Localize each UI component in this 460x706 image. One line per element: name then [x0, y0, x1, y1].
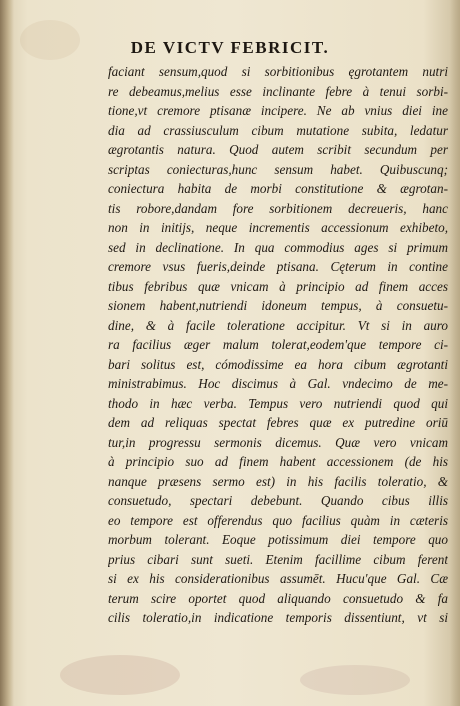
text-line: tis robore,dandam fore sorbitionem decreueris, hanc	[108, 200, 448, 216]
text-line: sed in declinatione. In qua commodius ages si primum	[108, 239, 448, 255]
text-line: cremore vsus fueris,deinde ptisana. Cęterum in contine	[108, 259, 448, 274]
text-line: sionem habent,nutriendi idoneum tempus, à consuetu-	[108, 298, 448, 313]
text-line: dine, & à facile toleratione accipitur. Vt si in auro	[108, 317, 448, 333]
text-line: ministrabimus. Hoc discimus à Gal. vndecimo de me-	[108, 376, 448, 391]
text-line: coniectura habita de morbi constitutione & ægrotan-	[108, 181, 448, 196]
text-line: eo tempore est offerendus quo facilius quàm in cæteris	[108, 512, 448, 528]
text-line: thodo in hæc verba. Tempus vero nutriendi quod qui	[108, 395, 448, 411]
text-line: prius cibari sunt sueti. Etenim facillime cibum ferent	[108, 551, 448, 567]
text-line: faciant sensum,quod si sorbitionibus ęgrotantem nutri	[108, 64, 448, 79]
text-line: consuetudo, spectari debebunt. Quando cibus illis	[108, 493, 448, 508]
paper-stain	[300, 665, 410, 695]
text-line: non in initijs, neque incrementis accessionum exhibeto,	[108, 220, 448, 235]
text-line: terum scire oportet quod aliquando consuetudo & fa	[108, 590, 448, 606]
paper-stain	[60, 655, 180, 695]
page-edge-shadow	[450, 0, 460, 706]
text-line: ra facilius æger malum tolerat,eodem'que tempore ci-	[108, 337, 448, 352]
text-line: ægrotantis natura. Quod autem scribit secundum per	[108, 142, 448, 157]
text-line: morbum tolerant. Eoque potissimum diei tempore quo	[108, 532, 448, 547]
text-line: tibus febribus quæ vnicam à principio ad finem acces	[108, 278, 448, 294]
running-header: DE VICTV FEBRICIT.	[130, 38, 330, 57]
text-line: scriptas coniecturas,hunc sensum habet. Quibuscunq;	[108, 161, 448, 177]
text-line: tur,in progressu sermonis dicemus. Quæ vero vnicam	[108, 434, 448, 450]
text-line: nanque præsens sermo est) in his facilis toleratio, &	[108, 473, 448, 489]
text-line: si ex his considerationibus assumēt. Hucu'que Gal. Cæ	[108, 571, 448, 586]
page-gutter-shadow	[0, 0, 14, 706]
text-line: dem ad reliquas spectat febres quæ ex putredine oriū	[108, 415, 448, 430]
text-line: dia ad crassiusculum cibum mutatione subita, ledatur	[108, 122, 448, 138]
text-line: cilis toleratio,in indicatione temporis dissentiunt, vt si	[108, 610, 448, 625]
text-line: à principio suo ad finem habent accessionem (de his	[108, 454, 448, 469]
text-line: bari solitus est, cómodissime ea hora cibum ægrotanti	[108, 356, 448, 372]
text-line: tione,vt cremore ptisanæ incipere. Ne ab vnius diei ine	[108, 103, 448, 118]
text-line: re debeamus,melius esse inclinante febre à tenui sorbi-	[108, 83, 448, 99]
body-text	[108, 62, 448, 628]
